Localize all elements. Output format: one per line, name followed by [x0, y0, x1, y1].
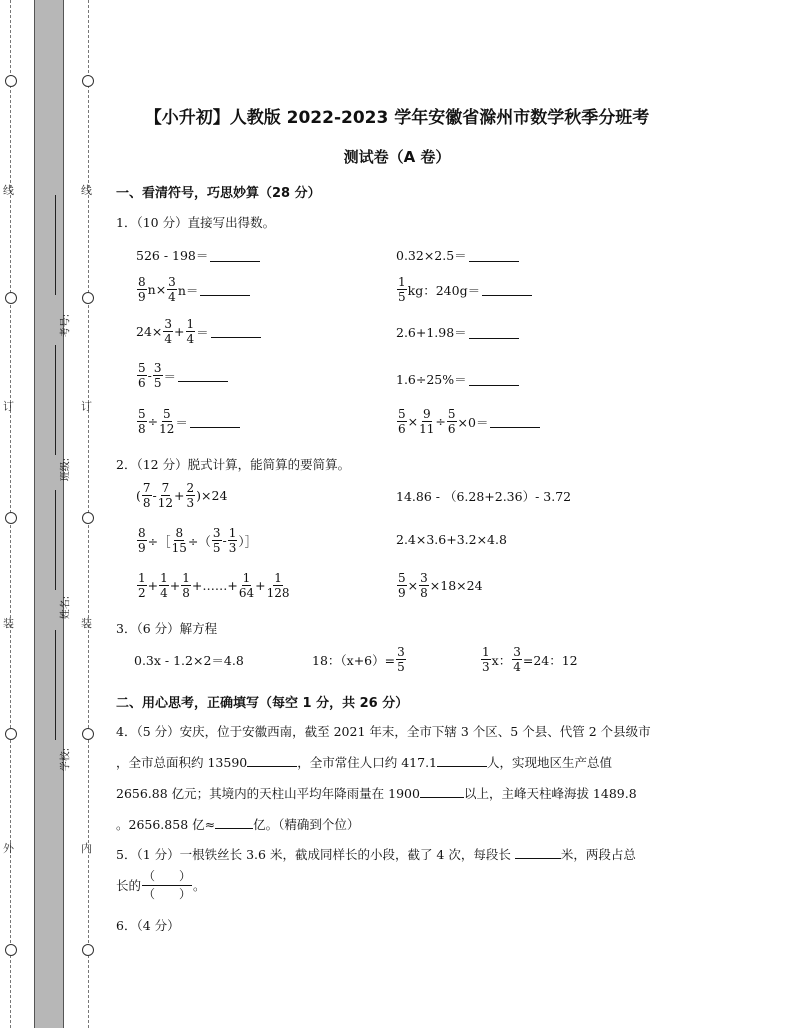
- field-line: [55, 345, 56, 455]
- fraction: $\frac{1}{4}$: [160, 571, 168, 600]
- q1-item-i: $\frac{5}{8}$ ÷ $\frac{5}{12}$ ＝: [136, 408, 240, 435]
- outer-label-xian: 线: [3, 184, 14, 197]
- answer-blank[interactable]: [420, 785, 464, 798]
- q1-item-j: $\frac{5}{6}$ × $\frac{9}{11}$ ÷ $\frac{5}{6}$ ×0＝: [396, 408, 540, 435]
- fraction: $\frac{5}{6}$: [447, 407, 456, 436]
- question-stem: 3．（6 分）解方程: [116, 621, 218, 636]
- field-label-school: 学校:: [60, 747, 72, 772]
- answer-blank[interactable]: [515, 846, 561, 859]
- fraction: $\frac{7}{12}$: [157, 481, 174, 510]
- fraction: $\frac{5}{8}$: [138, 407, 146, 436]
- answer-blank[interactable]: [247, 754, 297, 767]
- fraction: $\frac{1}{4}$: [186, 317, 195, 346]
- q2-item-b: 14.86 - （6.28+2.36）- 3.72: [396, 489, 572, 504]
- fraction: $\frac{1}{64}$: [238, 571, 255, 600]
- section-heading: 一、看清符号，巧思妙算（28 分）: [116, 186, 321, 201]
- fraction: $\frac{5}{9}$: [398, 571, 406, 600]
- q4-paragraph: [116, 716, 682, 840]
- fraction: $\frac{3}{8}$: [420, 571, 428, 600]
- answer-blank[interactable]: [437, 754, 487, 767]
- fraction: $\frac{3}{4}$: [168, 275, 176, 304]
- question-stem: 6．（4 分）: [116, 918, 180, 933]
- answer-fraction[interactable]: $\frac{( )}{( )}$: [143, 869, 192, 901]
- q1-item-g: $\frac{5}{6}$ - $\frac{3}{5}$ ＝: [136, 362, 228, 389]
- answer-blank[interactable]: [211, 325, 261, 338]
- q3-item-a: 0.3x - 1.2×2＝4.8: [134, 653, 244, 668]
- fraction: $\frac{1}{3}$: [482, 645, 490, 674]
- outer-label-wai: 外: [3, 842, 14, 855]
- q1-item-h: 1.6÷25%＝: [396, 370, 519, 388]
- field-label-name: 姓名:: [60, 595, 72, 620]
- fraction: $\frac{1}{8}$: [182, 571, 190, 600]
- margin-hole: [5, 75, 17, 87]
- field-label-class: 班级:: [60, 457, 72, 482]
- q1-item-b: 0.32×2.5＝: [396, 246, 519, 264]
- question-stem: 1．（10 分）直接写出得数。: [116, 215, 276, 230]
- fraction: $\frac{7}{8}$: [142, 481, 151, 510]
- q1-item-c: $\frac{8}{9}$ n× $\frac{3}{4}$ n＝: [136, 276, 250, 303]
- fraction: $\frac{8}{15}$: [171, 526, 187, 555]
- field-line: [55, 630, 56, 740]
- fraction: $\frac{3}{4}$: [164, 317, 173, 346]
- q4-line-3: 2656.88 亿元；其境内的天柱山平均年降雨量在 1900 以上，主峰天柱峰海拔 1489.8: [116, 786, 637, 801]
- question-stem: 2．（12 分）脱式计算，能简算的要简算。: [116, 457, 351, 472]
- q1-item-d: $\frac{1}{5}$ kg：240g＝: [396, 276, 532, 303]
- fraction: $\frac{1}{2}$: [138, 571, 146, 600]
- fraction: $\frac{1}{5}$: [398, 275, 406, 304]
- fraction: $\frac{3}{4}$: [513, 645, 521, 674]
- fraction: $\frac{5}{6}$: [398, 407, 406, 436]
- q4-line-4: 。2656.858 亿≈ 亿。（精确到个位）: [116, 817, 360, 832]
- outer-label-zhuang: 装: [3, 617, 14, 630]
- outer-label-ding: 订: [3, 400, 14, 413]
- margin-hole: [5, 512, 17, 524]
- fraction: $\frac{8}{9}$: [138, 275, 146, 304]
- q4-line-2: ，全市总面积约 13590 ，全市常住人口约 417.1 人，实现地区生产总值: [116, 755, 613, 770]
- margin-hole: [5, 292, 17, 304]
- q1-item-a: 526 - 198＝: [136, 246, 260, 264]
- answer-blank[interactable]: [490, 415, 540, 428]
- answer-blank[interactable]: [482, 283, 532, 296]
- answer-blank[interactable]: [215, 816, 253, 829]
- answer-blank[interactable]: [469, 373, 519, 386]
- answer-blank[interactable]: [469, 249, 519, 262]
- fraction: $\frac{8}{9}$: [138, 526, 146, 555]
- margin-hole: [82, 728, 94, 740]
- fraction: $\frac{1}{128}$: [266, 571, 290, 600]
- margin-hole: [82, 512, 94, 524]
- field-line: [55, 490, 56, 590]
- inner-label-nei: 内: [81, 842, 92, 855]
- page-subtitle: 测试卷（A 卷）: [343, 148, 451, 166]
- margin-hole: [82, 292, 94, 304]
- q3-item-c: $\frac{1}{3}$ x： $\frac{3}{4}$ =24：12: [482, 645, 578, 674]
- q2-item-c: $\frac{8}{9}$ ÷［ $\frac{8}{15}$ ÷（ $\frac{3}{5}$ - $\frac{1}{3}$ ）］: [138, 526, 258, 555]
- section-heading: 二、用心思考，正确填写（每空 1 分，共 26 分）: [116, 696, 409, 711]
- answer-blank[interactable]: [210, 249, 260, 262]
- margin-hole: [82, 944, 94, 956]
- q5-line-1: 5．（1 分）一根铁丝长 3.6 米，截成同样长的小段，截了 4 次，每段长 米，两段占总: [116, 847, 636, 862]
- answer-blank[interactable]: [200, 283, 250, 296]
- fraction: $\frac{9}{11}$: [419, 407, 435, 436]
- inner-label-xian: 线: [81, 184, 92, 197]
- answer-blank[interactable]: [178, 369, 228, 382]
- margin-hole: [5, 944, 17, 956]
- page-title: 【小升初】人教版 2022-2023 学年安徽省滁州市数学秋季分班考: [144, 108, 650, 128]
- margin-hole: [82, 75, 94, 87]
- q2-item-d: 2.4×3.6+3.2×4.8: [396, 532, 507, 547]
- q3-item-b: 18：（x+6）= $\frac{3}{5}$: [312, 645, 405, 674]
- inner-label-ding: 订: [81, 400, 92, 413]
- fraction: $\frac{3}{5}$: [153, 361, 162, 390]
- q5-paragraph: [116, 840, 682, 902]
- answer-blank[interactable]: [190, 415, 240, 428]
- inner-label-zhuang: 装: [81, 617, 92, 630]
- q2-item-a: ( $\frac{7}{8}$ - $\frac{7}{12}$ + $\frac{2}{3}$ )×24: [136, 481, 228, 510]
- q1-item-e: 24× $\frac{3}{4}$ + $\frac{1}{4}$ ＝: [136, 318, 261, 345]
- q1-item-f: 2.6+1.98＝: [396, 323, 519, 341]
- fraction: $\frac{5}{6}$: [138, 361, 146, 390]
- fraction: $\frac{5}{12}$: [159, 407, 175, 436]
- fraction: $\frac{2}{3}$: [186, 481, 195, 510]
- q4-line-1: 4．（5 分）安庆，位于安徽西南，截至 2021 年末，全市下辖 3 个区、5 个县、代管 2 个县级市: [116, 724, 651, 739]
- field-line: [55, 195, 56, 295]
- fraction: $\frac{3}{5}$: [397, 645, 405, 674]
- fraction: $\frac{1}{3}$: [228, 526, 237, 555]
- q5-line-2: 长的 $\frac{( )}{( )}$ 。: [116, 869, 206, 901]
- q2-item-e: $\frac{1}{2}$ + $\frac{1}{4}$ + $\frac{1}{8}$ +……+ $\frac{1}{64}$ + $\frac{1}{128}$: [138, 571, 290, 600]
- margin-hole: [5, 728, 17, 740]
- field-label-exam-no: 考号:: [60, 313, 72, 338]
- q2-item-f: $\frac{5}{9}$ × $\frac{3}{8}$ ×18×24: [398, 571, 483, 600]
- answer-blank[interactable]: [469, 326, 519, 339]
- fraction: $\frac{3}{5}$: [212, 526, 221, 555]
